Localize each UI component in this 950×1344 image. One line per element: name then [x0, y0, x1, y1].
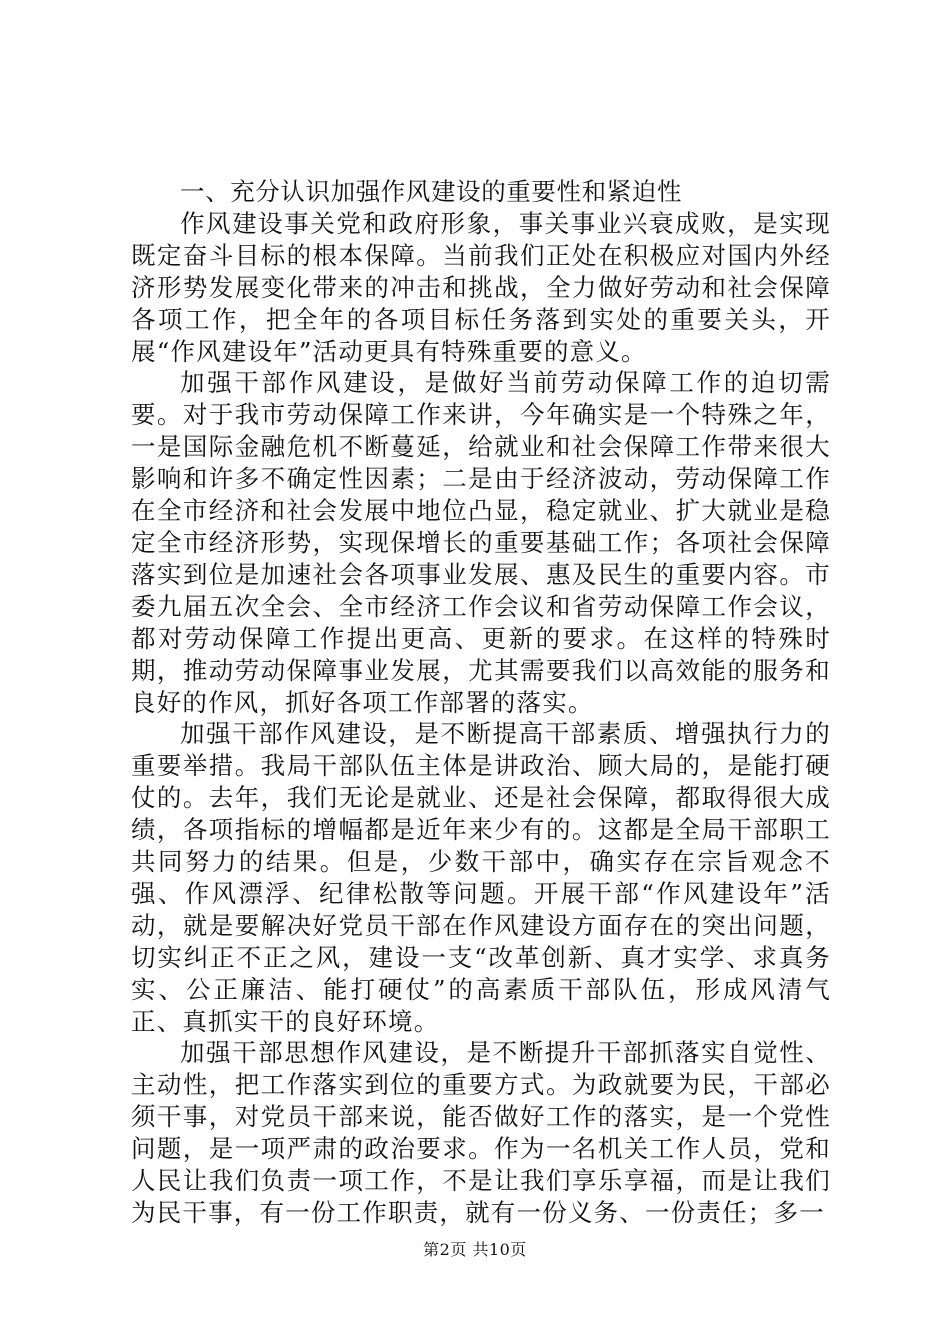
- section-heading: 一、充分认识加强作风建设的重要性和紧迫性: [180, 177, 682, 206]
- paragraph-3: 加强干部作风建设，是不断提高干部素质、增强执行力的重要举措。我局干部队伍主体是讲政治、顾大局的，是能打硬仗的。去年，我们无论是就业、还是社会保障，都取得很大成绩，各项指标的增幅都是近年来少有的。这都是全局干部职工共同努力的结果。但是，少数干部中，确实存在宗旨观念不强、作风漂浮、纪律松散等问题。开展干部“作风建设年”活动，就是要解决好党员干部在作风建设方面存在的突出问题，切实纠正不正之风，建设一支“改革创新、真才实学、求真务实、公正廉洁、能打硬仗”的高素质干部队伍，形成风清气正、真抓实干的良好环境。: [131, 719, 831, 1036]
- paragraph-4: 加强干部思想作风建设，是不断提升干部抓落实自觉性、主动性，把工作落实到位的重要方式。为政就要为民，干部必须干事，对党员干部来说，能否做好工作的落实，是一个党性问题，是一项严肃的政治要求。作为一名机关工作人员，党和人民让我们负责一项工作，不是让我们享乐享福，而是让我们为民干事，有一份工作职责，就有一份义务、一份责任；多一: [131, 1038, 831, 1227]
- paragraph-1: 作风建设事关党和政府形象，事关事业兴衰成败，是实现既定奋斗目标的根本保障。当前我们正处在积极应对国内外经济形势发展变化带来的冲击和挑战，全力做好劳动和社会保障各项工作，把全年的各项目标任务落到实处的重要关头，开展“作风建设年”活动更具有特殊重要的意义。: [131, 208, 831, 366]
- paragraph-2: 加强干部作风建设，是做好当前劳动保障工作的迫切需要。对于我市劳动保障工作来讲，今年确实是一个特殊之年，一是国际金融危机不断蔓延，给就业和社会保障工作带来很大影响和许多不确定性因素；二是由于经济波动，劳动保障工作在全市经济和社会发展中地位凸显，稳定就业、扩大就业是稳定全市经济形势，实现保增长的重要基础工作；各项社会保障落实到位是加速社会各项事业发展、惠及民生的重要内容。市委九届五次全会、全市经济工作会议和省劳动保障工作会议，都对劳动保障工作提出更高、更新的要求。在这样的特殊时期，推动劳动保障事业发展，尤其需要我们以高效能的服务和良好的作风，抓好各项工作部署的落实。: [131, 368, 831, 717]
- page-number-footer: 第2页 共10页: [423, 1240, 527, 1259]
- document-body: [131, 176, 831, 1229]
